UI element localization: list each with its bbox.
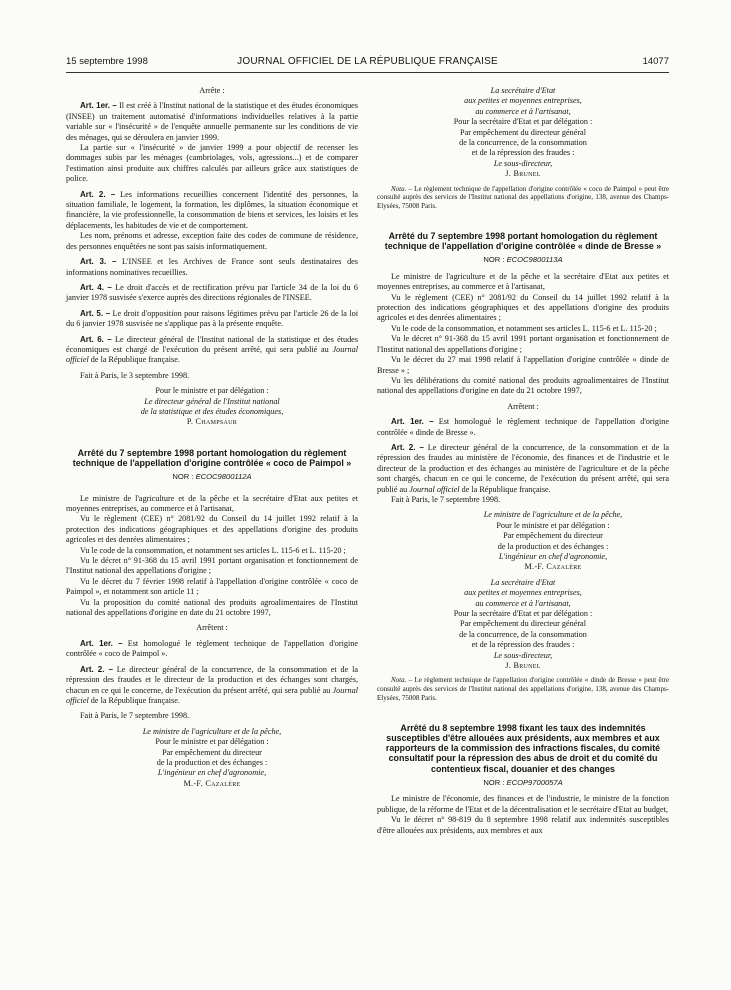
decree-title-indemnites: Arrêté du 8 septembre 1998 fixant les taux des indemnités susceptibles d'être allouées aux présidents, aux membres et aux rapporteurs de la commission des infractions fiscales, du comité consultatif pour la répression des abus de droit et du comité du contentieux fiscal, douanier et des changes <box>385 722 661 774</box>
article-4: Art. 4. – Le droit d'accès et de rectification prévu par l'article 34 de la loi du 6 janvier 1978 susvisée s'exerce auprès des directions régionales de l'INSEE. <box>66 282 359 303</box>
nor-reference: NOR : ECOC9800112A <box>172 472 252 482</box>
nota-coco: Nota. – Le règlement technique de l'appellation d'origine contrôlée « coco de Paimpol » peut être consulté auprès des services de l'Institut national des appellations d'origine, 138, avenue des Champs-Elysées, 75008 Paris. <box>377 184 669 211</box>
visa-3: Vu le code de la consommation, et notamment ses articles L. 115-6 et L. 115-20 ; <box>80 545 346 555</box>
signature-block-agriculture-2: Le ministre de l'agriculture et de la pêche, Pour le ministre et par délégation : Par empêchement du directeur de la production et des échanges : L'ingénieur en chef d'agronomie, M.-F. Cazalère <box>483 510 623 572</box>
visa-r1: Le ministre de l'agriculture et de la pêche et la secrétaire d'Etat aux petites et moyennes entreprises, au commerce et à l'artisanat, <box>377 271 669 292</box>
visa-w1: Le ministre de l'économie, des finances et de l'industrie, le ministre de la fonction publique, de la réforme de l'Etat et de la décentralisation et le secrétaire d'Etat au budget, <box>377 794 669 814</box>
article-1-p2: La partie sur « l'insécurité » de janvier 1999 a pour objectif de recenser les dommages subis par les ménages (cambriolages, vols, agressions...) et de comparer l'estimation ainsi produite aux chiffres calculés par ailleurs grâce aux statistiques de police. <box>66 143 358 184</box>
article-5: Art. 5. – Le droit d'opposition pour raisons légitimes prévu par l'article 26 de la loi du 6 janvier 1978 susvisée ne s'applique pas à la présente enquête. <box>66 308 358 329</box>
article-1: Art. 1er. – Il est créé à l'Institut national de la statistique et des études économiques (INSEE) un traitement automatisé d'informations individuelles relatives à la partie variable sur « l'insécurité » de l'enquête annuelle permanente sur les conditions de vie des ménages, qui se déroulera en janvier 1999. <box>66 101 358 142</box>
fait-a-paris-2: Fait à Paris, le 7 septembre 1998. <box>80 711 190 721</box>
arretent-heading-2: Arrêtent : <box>507 401 539 411</box>
visa-r3: Vu le code de la consommation, et notamment ses articles L. 115-6 et L. 115-20 ; <box>391 323 657 333</box>
fait-a-paris: Fait à Paris, le 3 septembre 1998. <box>80 370 190 380</box>
article-2-dinde: Art. 2. – Le directeur général de la concurrence, de la consommation et de la répression des fraudes au ministère de l'économie, des finances et de l'industrie et le directeur de la production et des échanges au ministère de l'agriculture et de la pêche sont chargés, chacun en ce qui le concerne, de l'exécution du présent arrêté, qui sera publié au Journal officiel de la République française. <box>377 442 669 494</box>
arretent-heading: Arrêtent : <box>196 623 228 633</box>
article-1-dinde: Art. 1er. – Est homologué le règlement technique de l'appellation d'origine contrôlée « dinde de Bresse ». <box>377 417 669 437</box>
article-6: Art. 6. – Le directeur général de l'Institut national de la statistique et des études économiques est chargé de l'exécution du présent arrêté, qui sera publié au Journal officiel de la République française. <box>66 334 359 365</box>
article-1-coco: Art. 1er. – Est homologué le règlement technique de l'appellation d'origine contrôlée « coco de Paimpol ». <box>66 638 358 659</box>
visa-6: Vu la proposition du comité national des produits agroalimentaires de l'Institut national des appellations d'origine en date du 21 octobre 1997, <box>66 597 358 618</box>
signature-block-agriculture: Le ministre de l'agriculture et de la pêche, Pour le ministre et par délégation : Par empêchement du directeur de la production et des échanges : L'ingénieur en chef d'agronomie, M.-F. Cazalère <box>142 726 282 788</box>
header-date: 15 septembre 1998 <box>66 56 148 67</box>
header-rule <box>66 72 669 73</box>
signature-block-insee: Pour le ministre et par délégation : Le directeur général de l'Institut national de la statistique et des études économiques, P. Champsaur <box>140 386 284 427</box>
visa-r6: Vu les délibérations du comité national des produits agroalimentaires de l'Institut national des appellations d'origine en date du 21 octobre 1997, <box>377 375 669 396</box>
article-3: Art. 3. – L'INSEE et les Archives de France sont seuls destinataires des informations nominatives recueillies. <box>66 257 358 277</box>
header-title: JOURNAL OFFICIEL DE LA RÉPUBLIQUE FRANÇAISE <box>237 56 498 67</box>
visa-5: Vu le décret du 7 février 1998 relatif à l'appellation d'origine contrôlée « coco de Paimpol », et notamment son article 11 ; <box>66 576 358 597</box>
signature-block-commerce-2: La secrétaire d'Etat aux petites et moyennes entreprises, au commerce et à l'artisanat, Pour la secrétaire d'Etat et par délégation : Par empêchement du directeur général de la concurrence, de la consommation et de la répression des fraudes : Le sous-directeur, J. Brunel <box>453 577 593 671</box>
page-header <box>66 56 669 70</box>
decree-title-coco-de-paimpol: Arrêté du 7 septembre 1998 portant homologation du règlement technique de l'appellation d'origine contrôlée « coco de Paimpol » <box>72 447 352 468</box>
fait-a-paris-3: Fait à Paris, le 7 septembre 1998. <box>391 494 501 504</box>
visa-r4: Vu le décret n° 91-368 du 15 avril 1991 portant organisation et fonctionnement de l'Institut national des appellations d'origine ; <box>377 334 669 354</box>
left-column <box>66 86 358 836</box>
decree-title-dinde-de-bresse: Arrêté du 7 septembre 1998 portant homologation du règlement technique de l'appellation d'origine contrôlée « dinde de Bresse » <box>384 231 662 252</box>
visa-r5: Vu le décret du 27 mai 1998 relatif à l'appellation d'origine contrôlée « dinde de Bresse » ; <box>377 355 669 375</box>
nota-dinde: Nota. – Le règlement technique de l'appellation d'origine contrôlée « dinde de Bresse » peut être consulté auprès des services de l'Institut national des appellations d'origine, 138, avenue des Champs-Elysées, 75008 Paris. <box>377 676 669 703</box>
visa-w2: Vu le décret n° 98-819 du 8 septembre 1998 relatif aux indemnités susceptibles d'être allouées aux présidents, aux membres et aux <box>377 815 669 835</box>
nor-reference-3: NOR : ECOP9700057A <box>483 777 563 787</box>
right-column <box>377 86 669 836</box>
article-2-p2: Les nom, prénoms et adresse, exception faite des codes de commune de résidence, des personnes enquêtées ne sont pas saisis informatiquement. <box>66 231 358 251</box>
visa-2: Vu le règlement (CEE) n° 2081/92 du Conseil du 14 juillet 1992 relatif à la protection des indications géographiques et des appellations d'origine des produits agricoles et des denrées alimentaires ; <box>66 514 358 545</box>
article-2-coco: Art. 2. – Le directeur général de la concurrence, de la consommation et de la répression des fraudes et le directeur de la production et des échanges sont chargés, chacun en ce qui le concerne, de l'exécution du présent arrêté, qui sera publié au Journal officiel de la République française. <box>66 664 358 705</box>
visa-r2: Vu le règlement (CEE) n° 2081/92 du Conseil du 14 juillet 1992 relatif à la protection des indications géographiques et des appellations d'origine des produits agricoles et des denrées alimentaires ; <box>377 292 669 323</box>
nor-reference-2: NOR : ECOC9800113A <box>483 255 563 265</box>
header-page-number: 14077 <box>642 56 669 67</box>
article-2: Art. 2. – Les informations recueillies concernent l'identité des personnes, la situation familiale, le logement, la formation, les diplômes, la situation économique et financière, la vie professionnelle, la consommation de biens et services, les loisirs et les déplacements, les habitudes de vie et de comportement. <box>66 189 358 230</box>
arrete-heading: Arrête : <box>199 86 225 95</box>
visa-4: Vu le décret n° 91-368 du 15 avril 1991 portant organisation et fonctionnement de l'Institut national des appellations d'origine ; <box>66 556 358 576</box>
signature-block-commerce: La secrétaire d'Etat aux petites et moyennes entreprises, au commerce et à l'artisanat, Pour la secrétaire d'Etat et par délégation : Par empêchement du directeur général de la concurrence, de la consommation et de la répression des fraudes : Le sous-directeur, J. Brunel <box>453 86 593 179</box>
visa-1: Le ministre de l'agriculture et de la pêche et la secrétaire d'Etat aux petites et moyennes entreprises, au commerce et à l'artisanat, <box>66 493 358 513</box>
